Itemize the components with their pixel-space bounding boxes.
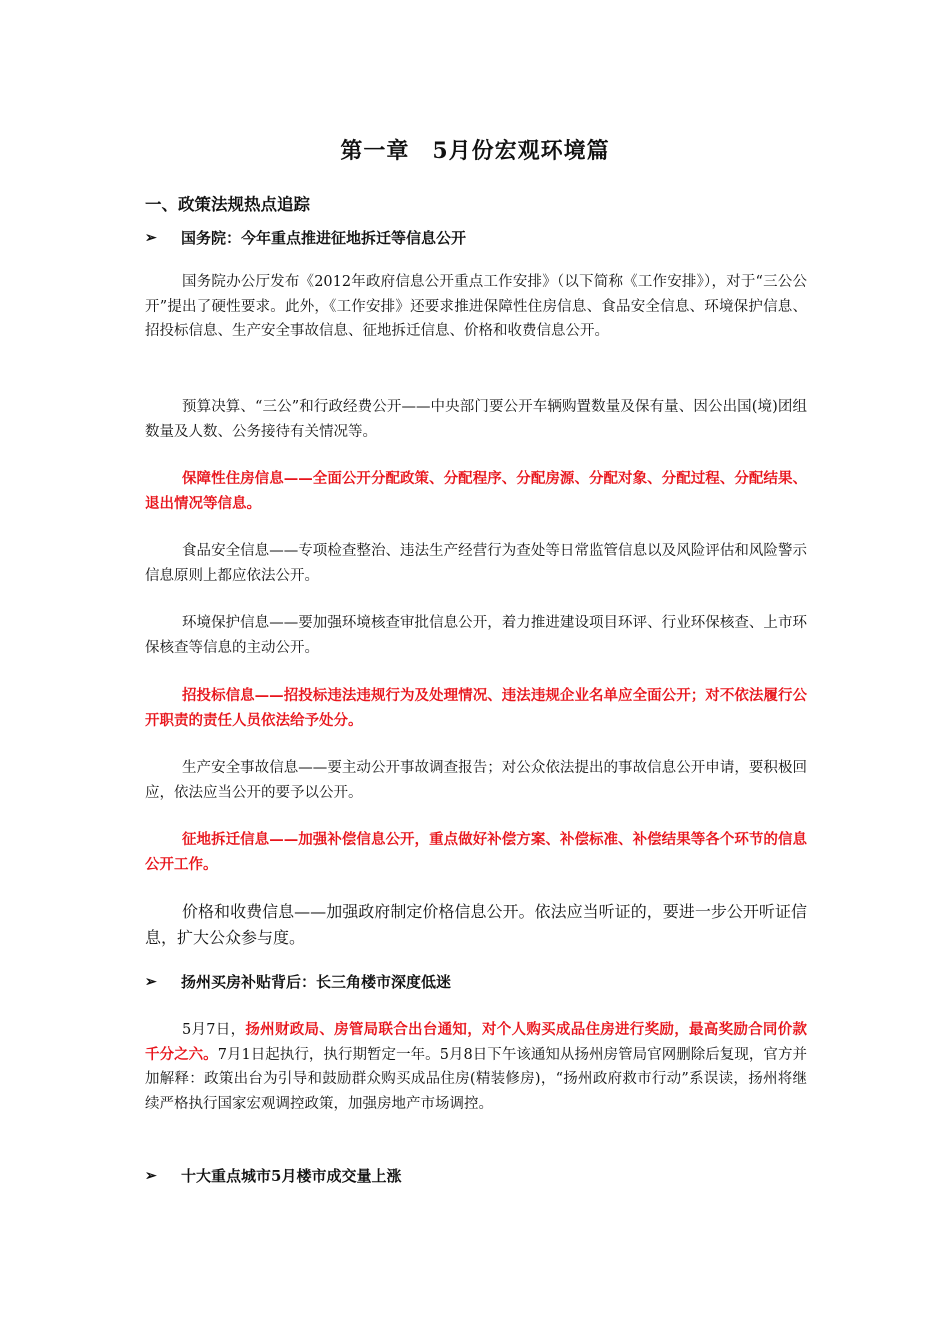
paragraph-price-fees: 价格和收费信息——加强政府制定价格信息公开。依法应当听证的，要进一步公开听证信息，扩大公众参与度。 <box>145 902 807 947</box>
paragraph-yangzhou-highlight: 扬州财政局、房管局联合出台通知，对个人购买成品住房进行奖励，最高奖励合同价款千分之六。 <box>145 1021 807 1063</box>
paragraph-yangzhou <box>145 1018 807 1116</box>
bullet-heading-1 <box>145 227 466 248</box>
arrowhead-bullet-icon: ➢ <box>145 229 157 246</box>
paragraph-housing-highlight: 保障性住房信息——全面公开分配政策、分配程序、分配房源、分配对象、分配过程、分配结果、退出情况等信息。 <box>145 470 807 512</box>
bullet-heading-text: 十大重点城市5月楼市成交量上涨 <box>181 1167 402 1185</box>
chapter-title: 第一章 5月份宏观环境篇 <box>340 138 610 164</box>
arrowhead-bullet-icon: ➢ <box>145 973 157 990</box>
paragraph-work-arrangement: 国务院办公厅发布《2012年政府信息公开重点工作安排》（以下简称《工作安排》），对于“三公公开”提出了硬性要求。此外，《工作安排》还要求推进保障性住房信息、食品安全信息、环境保护信息、招投标信息、生产安全事故信息、征地拆迁信息、价格和收费信息公开。 <box>145 274 807 339</box>
paragraph-land-highlight: 征地拆迁信息——加强补偿信息公开，重点做好补偿方案、补偿标准、补偿结果等各个环节的信息公开工作。 <box>145 831 807 873</box>
bullet-heading-3 <box>145 1165 401 1186</box>
paragraph-food-safety: 食品安全信息——专项检查整治、违法生产经营行为查处等日常监管信息以及风险评估和风险警示信息原则上都应依法公开。 <box>145 543 807 584</box>
bullet-heading-text: 国务院：今年重点推进征地拆迁等信息公开 <box>181 229 467 247</box>
paragraph-yangzhou-rest: 7月1日起执行，执行期暂定一年。5月8日下午该通知从扬州房管局官网删除后复现，官方并加解释：政策出台为引导和鼓励群众购买成品住房(精装修房)，“扬州政府救市行动”系误读，扬州将继续严格执行国家宏观调控政策，加强房地产市场调控。 <box>145 1046 808 1112</box>
paragraph-tender-highlight: 招投标信息——招投标违法违规行为及处理情况、违法违规企业名单应全面公开；对不依法履行公开职责的责任人员依法给予处分。 <box>145 687 807 729</box>
bullet-heading-2 <box>145 971 451 992</box>
section-title: 一、政策法规热点追踪 <box>145 195 310 214</box>
paragraph-yangzhou-date: 5月7日， <box>182 1022 246 1038</box>
bullet-heading-text: 扬州买房补贴背后：长三角楼市深度低迷 <box>181 973 452 991</box>
arrowhead-bullet-icon: ➢ <box>145 1167 157 1184</box>
paragraph-environment: 环境保护信息——要加强环境核查审批信息公开，着力推进建设项目环评、行业环保核查、上市环保核查等信息的主动公开。 <box>145 615 807 656</box>
paragraph-budget: 预算决算、“三公”和行政经费公开——中央部门要公开车辆购置数量及保有量、因公出国(境)团组数量及人数、公务接待有关情况等。 <box>145 399 807 440</box>
paragraph-safety-accident: 生产安全事故信息——要主动公开事故调查报告；对公众依法提出的事故信息公开申请，要积极回应，依法应当公开的要予以公开。 <box>145 760 807 801</box>
